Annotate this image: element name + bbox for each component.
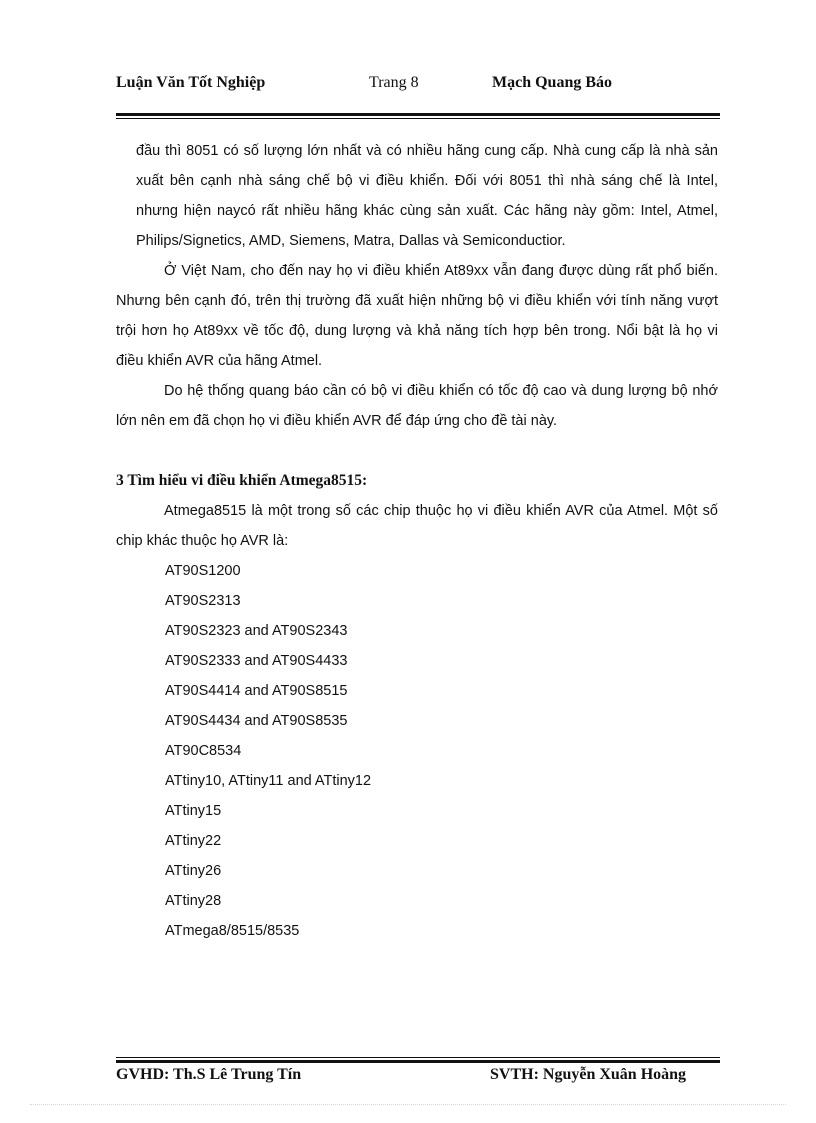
footer-rule-thick <box>116 1060 720 1063</box>
avr-chip-list <box>116 556 718 946</box>
section-spacer <box>116 436 718 466</box>
paragraph-manufacturers: đầu thì 8051 có số lượng lớn nhất và có nhiều hãng cung cấp. Nhà cung cấp là nhà sản xuất bên cạnh nhà sáng chế bộ vi điều khiển. Đối với 8051 thì nhà sáng chế là Intel, nhưng hiện naycó rất nhiều hãng khác cùng sản xuất. Các hãng này gồm: Intel, Atmel, Philips/Signetics, AMD, Siemens, Matra, Dallas và Semiconductior. <box>136 143 718 249</box>
list-item: AT90S2333 and AT90S4433 <box>165 653 348 669</box>
list-item: ATtiny22 <box>165 833 222 849</box>
list-item: ATtiny28 <box>165 893 222 909</box>
list-item: ATtiny10, ATtiny11 and ATtiny12 <box>165 773 372 789</box>
header-page-number: Trang 8 <box>369 74 419 91</box>
page-footer <box>116 1066 720 1090</box>
list-item: AT90S1200 <box>165 563 241 579</box>
section-heading: 3 Tìm hiểu vi điều khiển Atmega8515: <box>116 472 368 489</box>
header-project-title: Mạch Quang Báo <box>492 74 613 91</box>
page-edge-divider <box>30 1104 786 1105</box>
header-thesis-title: Luận Văn Tốt Nghiệp <box>116 74 266 91</box>
list-item: AT90C8534 <box>165 743 242 759</box>
list-item: AT90S4414 and AT90S8515 <box>165 683 348 699</box>
paragraph-vietnam-market: Ở Việt Nam, cho đến nay họ vi điều khiển At89xx vẫn đang được dùng rất phổ biến. Nhưng bên cạnh đó, trên thị trường đã xuất hiện những bộ vi điều khiển với tính năng vượt trội hơn họ At89xx về tốc độ, dung lượng và khả năng tích hợp bên trong. Nổi bật là họ vi điều khiển AVR của hãng Atmel. <box>116 263 718 369</box>
header-rule-thin <box>116 118 720 119</box>
footer-rule-thin <box>116 1057 720 1058</box>
paragraph-atmega-intro: Atmega8515 là một trong số các chip thuộc họ vi điều khiển AVR của Atmel. Một số chip khác thuộc họ AVR là: <box>116 503 718 549</box>
page-content <box>116 136 718 946</box>
header-rule-thick <box>116 113 720 116</box>
list-item: ATtiny26 <box>165 863 222 879</box>
list-item: AT90S2313 <box>165 593 241 609</box>
paragraph-avr-choice: Do hệ thống quang báo cần có bộ vi điều khiển có tốc độ cao và dung lượng bộ nhớ lớn nên em đã chọn họ vi điều khiển AVR để đáp ứng cho đề tài này. <box>116 383 718 429</box>
list-item: ATtiny15 <box>165 803 222 819</box>
footer-student: SVTH: Nguyễn Xuân Hoàng <box>490 1066 687 1083</box>
footer-advisor: GVHD: Th.S Lê Trung Tín <box>116 1066 302 1083</box>
list-item: AT90S4434 and AT90S8535 <box>165 713 348 729</box>
list-item: AT90S2323 and AT90S2343 <box>165 623 348 639</box>
page-header <box>116 74 720 100</box>
list-item: ATmega8/8515/8535 <box>165 923 300 939</box>
